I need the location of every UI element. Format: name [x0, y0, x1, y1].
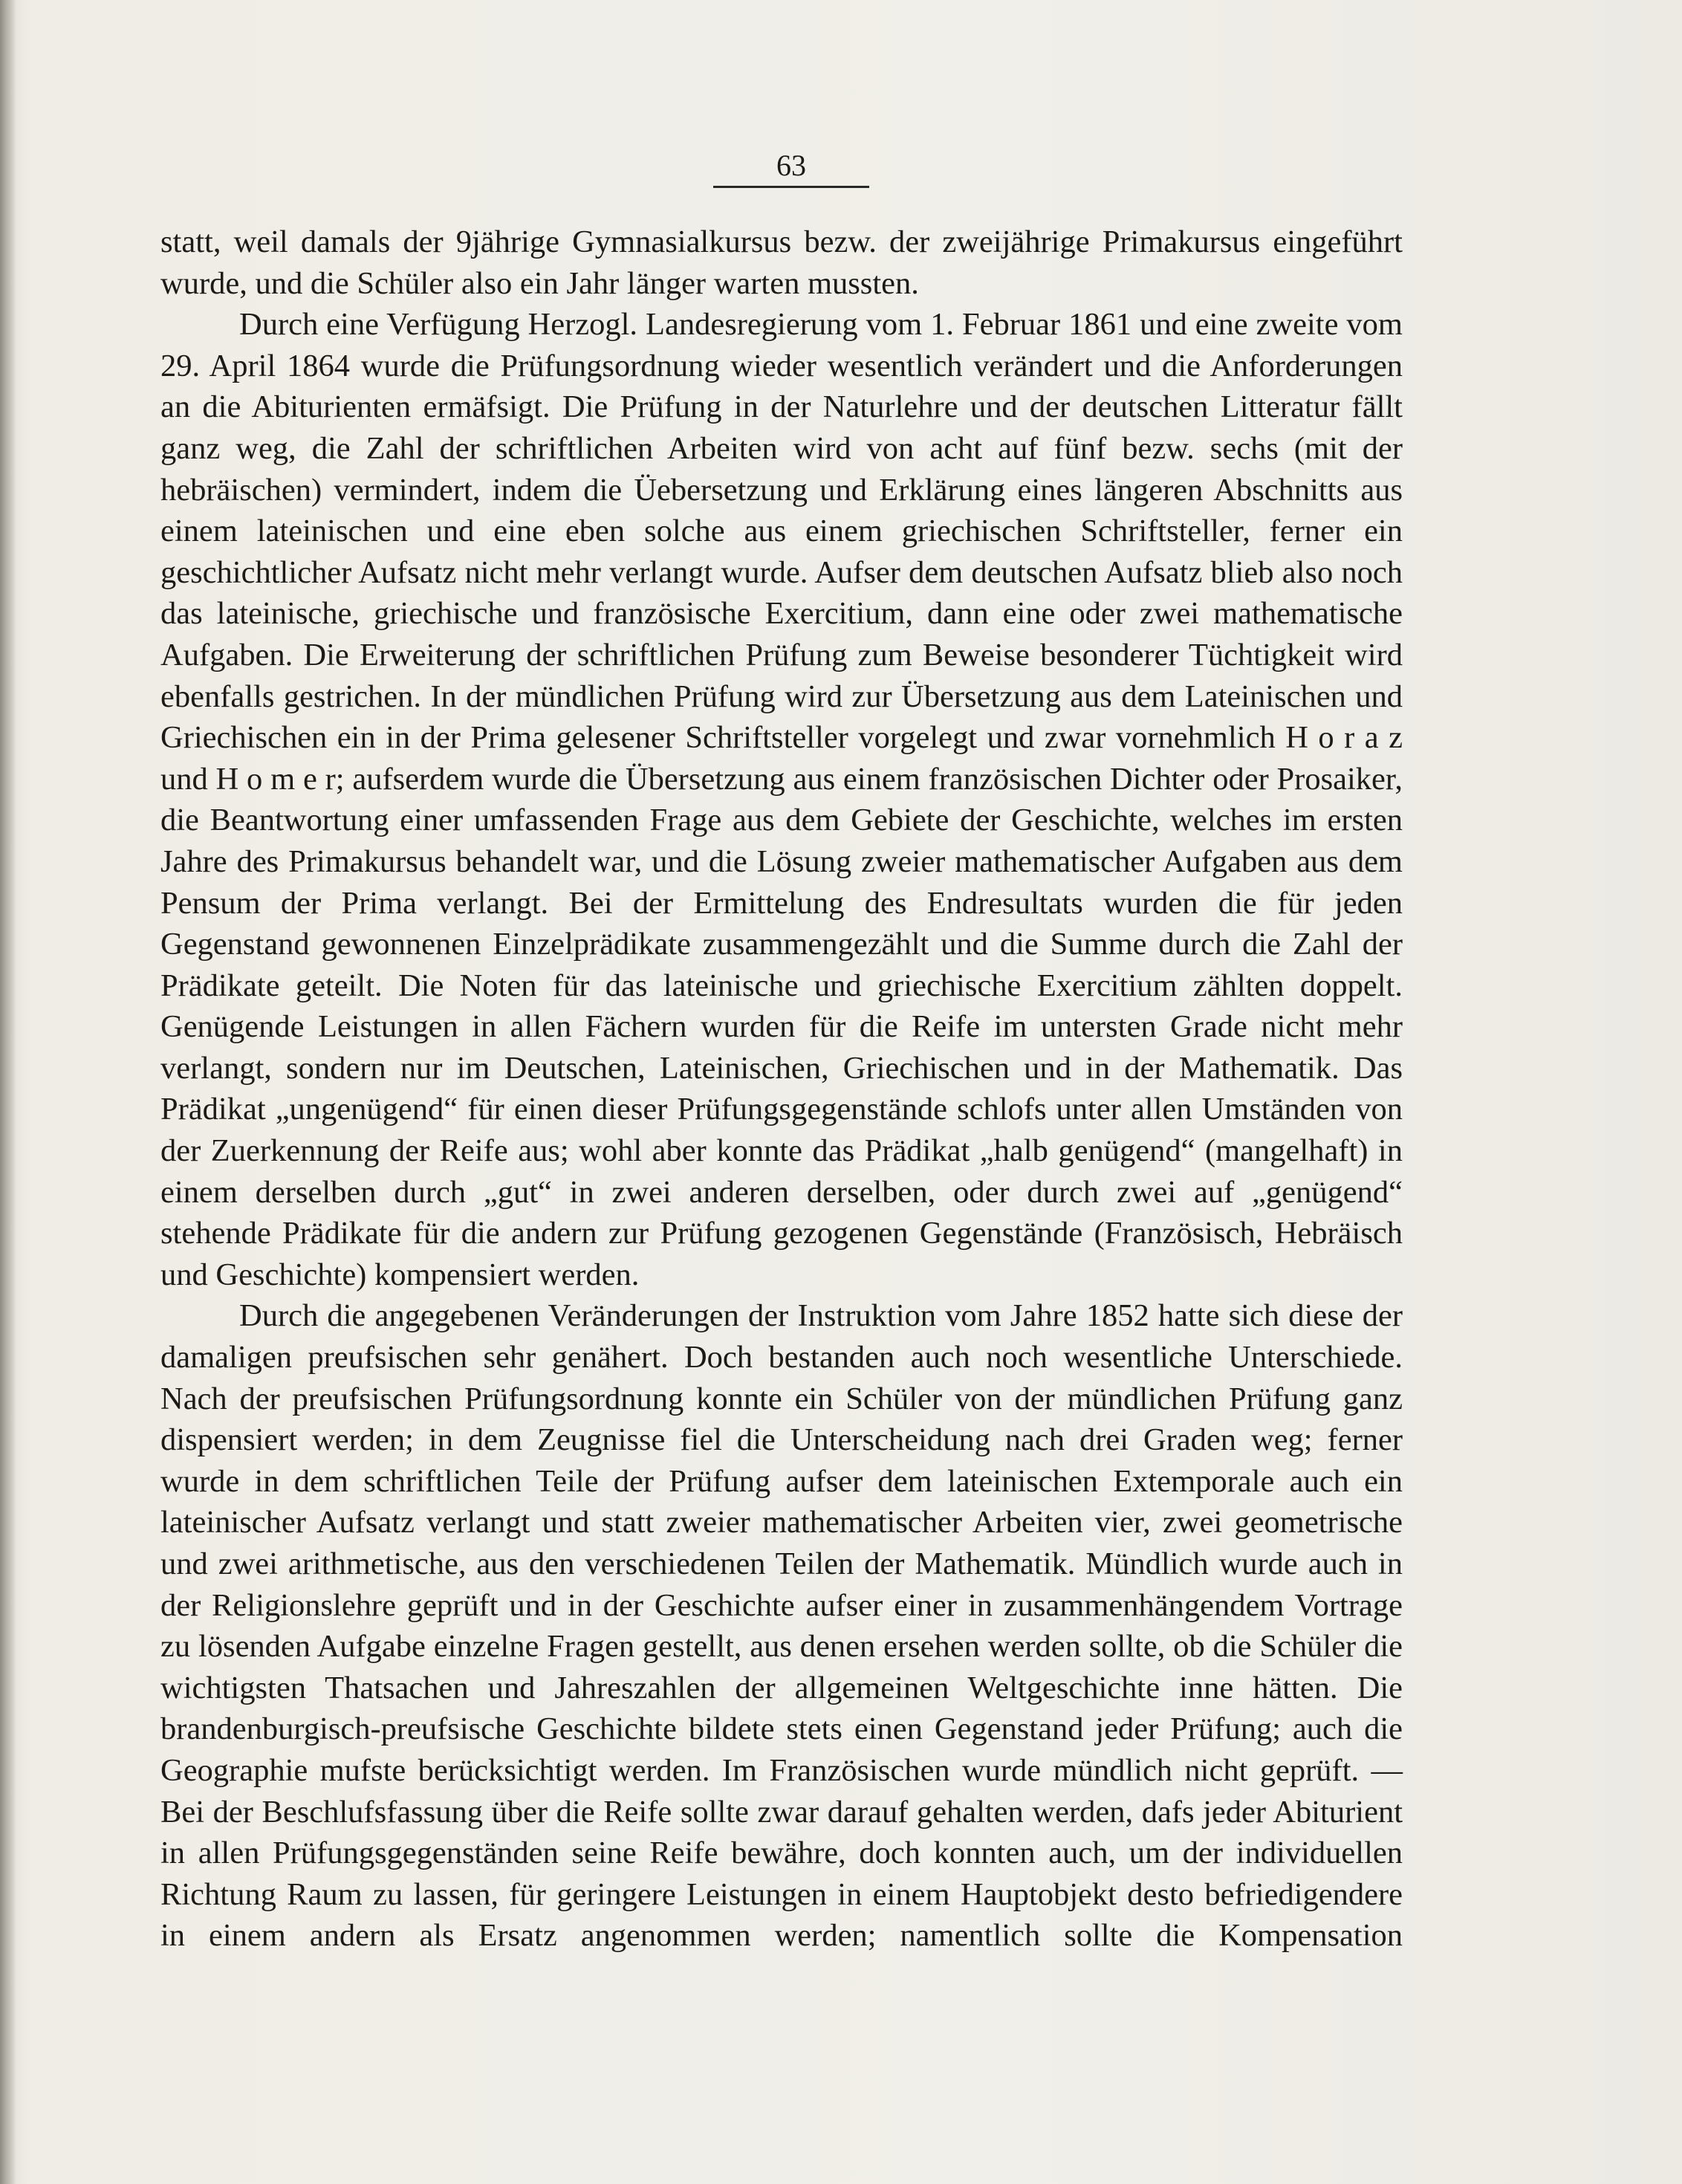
paragraph-pruefungsordnung-1864: Durch eine Verfügung Herzogl. Landesregierung vom 1. Februar 1861 und eine zweite vom 29. April 1864 wurde die Prüfungsordnung wieder wesentlich verändert und die Anforderungen an die Abiturienten ermäfsigt. Die Prüfung in der Naturlehre und der deutschen Litteratur fällt ganz weg, die Zahl der schriftlichen Arbeiten wird von acht auf fünf bezw. sechs (mit der hebräischen) vermindert, indem die Üebersetzung und Erklärung eines längeren Abschnitts aus einem lateinischen und eine eben solche aus einem griechischen Schriftsteller, ferner ein geschichtlicher Aufsatz nicht mehr verlangt wurde. Aufser dem deutschen Aufsatz blieb also noch das lateinische, griechische und französische Exercitium, dann eine oder zwei mathematische Aufgaben. Die Erweiterung der schriftlichen Prüfung zum Beweise besonderer Tüchtigkeit wird ebenfalls gestrichen. In der mündlichen Prüfung wird zur Übersetzung aus dem Lateinischen und Griechischen ein in der Prima gelesener Schriftsteller vorgelegt und zwar vornehmlich H o r a z und H o m e r; aufserdem wurde die Übersetzung aus einem französischen Dichter oder Prosaiker, die Beantwortung einer umfassenden Frage aus dem Gebiete der Geschichte, welches im ersten Jahre des Primakursus behandelt war, und die Lösung zweier mathematischer Aufgaben aus dem Pensum der Prima verlangt. Bei der Ermittelung des Endresultats wurden die für jeden Gegenstand gewonnenen Einzelprädikate zusammengezählt und die Summe durch die Zahl der Prädikate geteilt. Die Noten für das lateinische und griechische Exercitium zählten doppelt. Genügende Leistungen in allen Fächern wurden für die Reife im untersten Grade nicht mehr verlangt, sondern nur im Deutschen, Lateinischen, Griechischen und in der Mathematik. Das Prädikat „ungenügend“ für einen dieser Prüfungsgegenstände schlofs unter allen Umständen von der Zuerkennung der Reife aus; wohl aber konnte das Prädikat „halb genügend“ (mangelhaft) in einem derselben durch „gut“ in zwei anderen derselben, oder durch zwei auf „genügend“ stehende Prädikate für die andern zur Prüfung gezogenen Gegenstände (Französisch, Hebräisch und Geschichte) kompensiert werden. — [160, 307, 1403, 1292]
page-number: 63 — [713, 147, 869, 188]
book-binding-shadow — [0, 0, 16, 2184]
body-text — [160, 221, 1403, 1957]
paragraph-preussische-vergleich: Durch die angegebenen Veränderungen der Instruktion vom Jahre 1852 hatte sich diese der damaligen preufsischen sehr genähert. Doch bestanden auch noch wesentliche Unterschiede. Nach der preufsischen Prüfungsordnung konnte ein Schüler von der mündlichen Prüfung ganz dispensiert werden; in dem Zeugnisse fiel die Unterscheidung nach drei Graden weg; ferner wurde in dem schriftlichen Teile der Prüfung aufser dem lateinischen Extemporale auch ein lateinischer Aufsatz verlangt und statt zweier mathematischer Arbeiten vier, zwei geometrische und zwei arithmetische, aus den verschiedenen Teilen der Mathematik. Mündlich wurde auch in der Religionslehre geprüft und in der Geschichte aufser einer in zusammenhängendem Vortrage zu lösenden Aufgabe einzelne Fragen gestellt, aus denen ersehen werden sollte, ob die Schüler die wichtigsten Thatsachen und Jahreszahlen der allgemeinen Weltgeschichte inne hätten. Die brandenburgisch-preufsische Geschichte bildete stets einen Gegenstand jeder Prüfung; auch die Geographie mufste berücksichtigt werden. Im Französischen wurde mündlich nicht geprüft. — Bei der Beschlufsfassung über die Reife sollte zwar darauf gehalten werden, dafs jeder Abiturient in allen Prüfungsgegenständen seine Reife bewähre, doch konnten auch, um der individuellen Richtung Raum zu lassen, für geringere Leistungen in einem Hauptobjekt desto befriedigendere in einem andern als Ersatz angenommen werden; namentlich sollte die Kompensation — [160, 1298, 1403, 1954]
paragraph-continuation: statt, weil damals der 9jährige Gymnasialkursus bezw. der zweijährige Primakursus eingeführt wurde, und die Schüler also ein Jahr länger warten mussten. — [160, 224, 1403, 301]
